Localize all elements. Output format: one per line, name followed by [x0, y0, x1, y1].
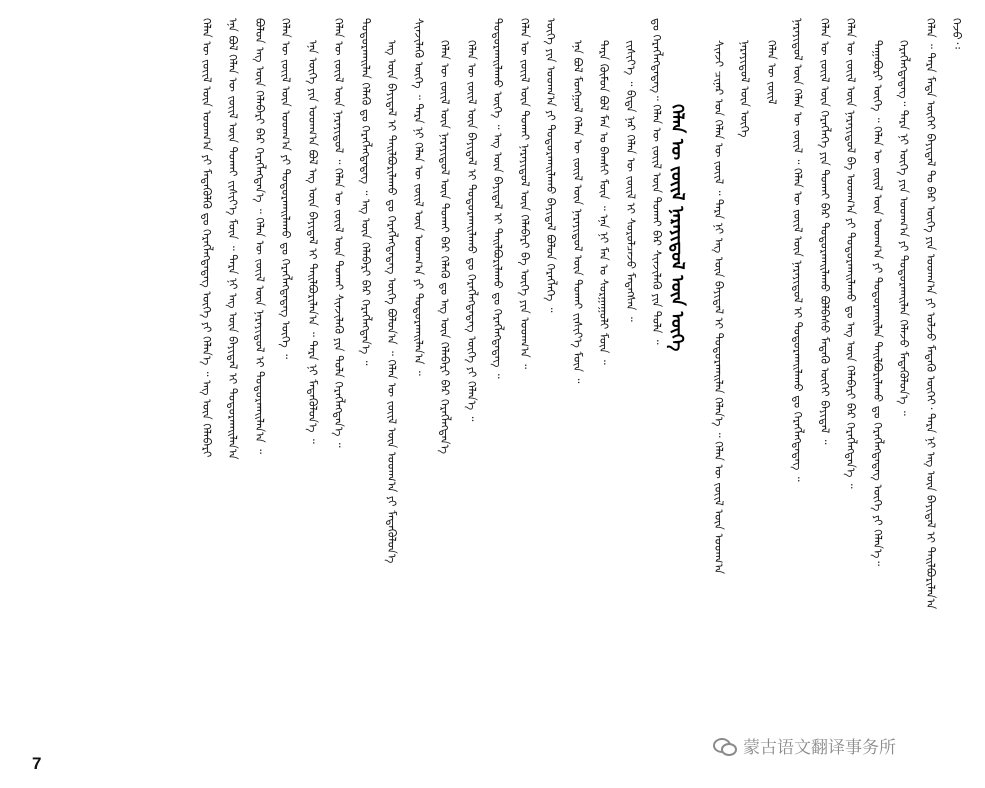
watermark-text: 蒙古语文翻译事务所 — [743, 738, 896, 758]
text-column: ᠬᠡᠯᠡᠨ ᠦ ᠵᠦᠢᠯ ᠦᠨ ᠬᠡᠷᠡᠭᠯᠡᠭᠡ ᠶᠢᠨ ᠲᠣᠬᠠᠢ ᠪᠠᠷ ᠲᠣᠳᠣᠷᠬᠠᠢᠯᠠᠬᠤ ᠪᠣᠯᠪᠠᠰᠤ ᠮᠡᠳᠡᠬᠦ ᠦᠭᠡᠢ ᠪᠠᠶᠢᠳᠠᠯ ᠃ — [818, 18, 832, 445]
text-column: ᠦᠭᠡ ᠶᠢᠨ ᠤᠳᠬ᠎ᠠ ᠶᠢ ᠲᠣᠳᠣᠷᠬᠠᠢᠯᠠᠬᠤ ᠪᠠᠶᠢᠳᠠᠯ ᠪᠣᠯᠤᠨ ᠬᠡᠷᠡᠭᠯᠡᠭᠡ ᠃ — [544, 18, 558, 313]
text-column: ᠬᠡᠯᠡᠨ ᠃ ᠲᠡᠷᠡ ᠮᠡᠳᠡ ᠦᠭᠡᠢ ᠪᠠᠶᠢᠳᠠᠯ ᠲᠤ ᠪᠠᠷ ᠦᠭᠡ ᠶᠢᠨ ᠤᠳᠬ᠎ᠠ ᠶᠢ ᠣᠯᠵᠤ ᠮᠡᠳᠡᠬᠦ ᠦᠭᠡᠢ᠂ ᠲᠡᠷᠡ ᠨᠢ ᠡᠩ ᠦᠨ ᠪᠠᠶᠢᠳᠠᠯ ᠢ ᠲᠠᠢᠯᠪᠤᠷᠢᠯᠠᠨ᠎ᠠ — [924, 18, 938, 610]
text-column: ᠬᠡᠯᠡᠨ ᠦ ᠵᠦᠢᠯ — [765, 40, 779, 105]
text-column: ᠲᠡᠷᠡ ᠬᠦᠮᠦᠨ ᠪᠣᠯ ᠮᠠᠨ ᠤ ᠪᠠᠭᠰᠢ ᠮᠥᠨ ᠃ ᠡᠨᠡ ᠨᠢ ᠮᠠᠨ ᠤ ᠰᠤᠷᠭᠠᠭᠤᠯᠢ ᠮᠥᠨ ᠃ — [597, 40, 611, 365]
text-column: ᠬᠡᠯᠡᠨ ᠦ ᠵᠦᠢᠯ ᠦᠨ ᠨᠡᠷᠡᠶᠢᠳᠦᠯ ᠃ ᠬᠡᠯᠡᠨ ᠦ ᠵᠦᠢᠯ ᠦᠨ ᠲᠣᠬᠠᠢ ᠰᠢᠨᠵᠢᠯᠡᠬᠦ ᠶᠢᠨ ᠲᠤᠯᠠ ᠬᠡᠷᠡᠭᠯᠡᠭᠳᠡᠨ᠎ᠡ ᠃ — [332, 18, 346, 448]
text-column: ᠭᠡᠵᠦ᠂᠄ — [950, 18, 964, 49]
text-column: ᠪᠣᠯᠤᠨ ᠡᠩ ᠦᠨ ᠬᠡᠯᠡᠪᠡᠷᠢ ᠪᠠᠷ ᠬᠡᠷᠡᠭᠯᠡᠭᠳᠡᠨ᠎ᠡ ᠃ ᠬᠡᠯᠡᠨ ᠦ ᠵᠦᠢᠯ ᠦᠨ ᠨᠡᠷᠡᠶᠢᠳᠦᠯ ᠢ ᠲᠣᠳᠣᠷᠬᠠᠢᠯᠠᠨ᠎ᠠ ᠃ — [253, 18, 267, 454]
text-column: ᠳᠠᠭᠠᠪᠤᠷᠢ ᠦᠭᠡ ᠃ ᠬᠡᠯᠡᠨ ᠦ ᠵᠦᠢᠯ ᠦᠨ ᠤᠳᠬ᠎ᠠ ᠶᠢ ᠲᠣᠳᠣᠷᠬᠠᠢᠯᠠᠨ ᠲᠠᠢᠯᠪᠤᠷᠢᠯᠠᠬᠤ ᠳᠤ ᠬᠡᠷᠡᠭᠯᠡᠭᠳᠡᠳᠡᠭ ᠦᠭᠡ ᠶᠢ ᠬᠡᠯᠡᠨ᠎ᠡ᠃ — [871, 40, 885, 566]
text-column: ᠲᠣᠳᠣᠷᠬᠠᠢᠯᠠᠬᠤ ᠦᠭᠡ ᠃ ᠡᠩ ᠦᠨ ᠪᠠᠶᠢᠳᠠᠯ ᠢ ᠲᠠᠢᠯᠪᠤᠷᠢᠯᠠᠬᠤ ᠳᠤ ᠬᠡᠷᠡᠭᠯᠡᠭᠳᠡᠳᠡᠭ ᠃ — [491, 18, 505, 379]
text-column: ᠬᠡᠯᠡᠨ ᠦ ᠵᠦᠢᠯ ᠦᠨ ᠨᠡᠷᠡᠶᠢᠳᠦᠯ ᠦᠨ ᠲᠣᠬᠠᠢ ᠪᠠᠷ ᠬᠡᠯᠡᠬᠦ ᠳᠤ ᠡᠩ ᠦᠨ ᠬᠡᠯᠡᠪᠡᠷᠢ ᠪᠠᠷ ᠬᠡᠷᠡᠭᠯᠡᠭᠳᠡᠨ᠎ᠡ — [438, 40, 452, 455]
text-column: ᠬᠡᠯᠡᠨ ᠦ ᠵᠦᠢᠯ ᠦᠨ ᠤᠳᠬ᠎ᠠ ᠶᠢ ᠲᠣᠳᠣᠷᠬᠠᠢᠯᠠᠬᠤ ᠳᠤ ᠬᠡᠷᠡᠭᠯᠡᠭᠳᠡᠳᠡᠭ ᠦᠭᠡ ᠃ — [279, 18, 293, 359]
text-column: ᠰᠢᠨᠵᠢᠯᠡᠬᠦ ᠦᠭᠡ ᠃ ᠲᠡᠷᠡ ᠨᠢ ᠬᠡᠯᠡᠨ ᠦ ᠵᠦᠢᠯ ᠦᠨ ᠤᠳᠬ᠎ᠠ ᠶᠢ ᠲᠣᠳᠣᠷᠬᠠᠢᠯᠠᠨ᠎ᠠ ᠃ — [412, 18, 426, 376]
text-column: ᠬᠡᠯᠡᠨ ᠦ ᠵᠦᠢᠯ ᠦᠨ ᠤᠳᠬ᠎ᠠ ᠶᠢ ᠮᠡᠳᠡᠭᠦᠯᠬᠦ ᠳᠤ ᠬᠡᠷᠡᠭᠯᠡᠭᠳᠡᠳᠡᠭ ᠦᠭᠡ ᠶᠢ ᠬᠡᠯᠡᠨ᠎ᠡ ᠃ ᠡᠩ ᠦᠨ ᠬᠡᠯᠡᠪᠡᠷᠢ — [200, 18, 214, 458]
text-column: ᠰᠢᠨᠵᠢ ᠴᠢᠨᠠᠷ ᠤᠨ ᠬᠡᠯᠡᠨ ᠦ ᠵᠦᠢᠯ ᠃ ᠲᠡᠷᠡ ᠨᠢ ᠡᠩ ᠦᠨ ᠪᠠᠶᠢᠳᠠᠯ ᠢ ᠲᠣᠳᠣᠷᠬᠠᠢᠯᠠᠨ ᠬᠡᠯᠡᠨ᠎ᠡ ᠃ ᠬᠡᠯᠡᠨ ᠦ ᠵᠦᠢᠯ ᠦᠨ ᠤᠳᠬ᠎ᠠ — [712, 40, 726, 575]
text-column: ᠡᠨᠡ ᠦᠭᠡ ᠶᠢᠨ ᠤᠳᠬ᠎ᠠ ᠪᠣᠯ ᠡᠩ ᠦᠨ ᠪᠠᠶᠢᠳᠠᠯ ᠢ ᠲᠠᠢᠯᠪᠤᠷᠢᠯᠠᠨ᠎ᠠ ᠃ ᠲᠡᠷᠡ ᠨᠢ ᠮᠡᠳᠡᠭᠦᠯᠦᠨ᠎ᠡ ᠃ — [306, 40, 320, 444]
text-column: ᠬᠡᠯᠡᠨ ᠦ ᠵᠦᠢᠯ ᠦᠨ ᠪᠠᠶᠢᠳᠠᠯ ᠢ ᠲᠣᠳᠣᠷᠬᠠᠢᠯᠠᠬᠤ ᠳᠤ ᠬᠡᠷᠡᠭᠯᠡᠭᠳᠡᠳᠡᠭ ᠦᠭᠡ ᠶᠢ ᠬᠡᠯᠡᠨ᠎ᠡ ᠃ — [465, 40, 479, 422]
text-column: ᠡᠨᠡ ᠪᠣᠯ ᠮᠣᠩᠭᠣᠯ ᠬᠡᠯᠡᠨ ᠦ ᠵᠦᠢᠯ ᠦᠨ ᠨᠡᠷᠡᠶᠢᠳᠦᠯ ᠦᠨ ᠲᠣᠬᠠᠢ ᠵᠢᠱᠢᠶ᠎ᠡ ᠮᠥᠨ ᠃ — [571, 40, 585, 384]
text-column: ᠬᠡᠯᠡᠨ ᠦ ᠵᠦᠢᠯ ᠦᠨ ᠲᠣᠬᠠᠢ ᠨᠡᠷᠡᠶᠢᠳᠦᠯ ᠦᠨ ᠬᠡᠯᠡᠪᠡᠷᠢ ᠪᠠ ᠦᠭᠡ ᠶᠢᠨ ᠤᠳᠬ᠎ᠠ ᠃ — [518, 18, 532, 369]
section-title: ᠬᠡᠯᠡᠨ ᠦ ᠵᠦᠢᠯ ᠨᠡᠷᠡᠶᠢᠳᠦᠯ ᠦᠨ ᠦᠭᠡ — [667, 104, 687, 352]
watermark — [713, 733, 896, 758]
text-column: ᠨᠡᠷᠡᠶᠢᠳᠦᠯ ᠦᠨ ᠦᠭᠡ — [738, 40, 752, 138]
text-column: ᠵᠢᠱᠢᠶ᠎ᠡ ᠃ ᠪᠢᠳᠡ ᠨᠠᠷ ᠬᠡᠯᠡᠨ ᠦ ᠵᠦᠢᠯ ᠢ ᠰᠤᠷᠤᠯᠴᠠᠵᠤ ᠮᠡᠳᠡᠭᠰᠡᠨ ᠃ — [624, 40, 638, 322]
wechat-icon — [713, 737, 737, 755]
text-column: ᠲᠣᠳᠣᠷᠬᠠᠢᠯᠠᠨ ᠬᠡᠯᠡᠬᠦ ᠳᠤ ᠬᠡᠷᠡᠭᠯᠡᠭᠳᠡᠳᠡᠭ ᠃ ᠡᠩ ᠦᠨ ᠬᠡᠯᠡᠪᠡᠷᠢ ᠪᠠᠷ ᠬᠡᠷᠡᠭᠯᠡᠭᠳᠡᠨ᠎ᠡ ᠃ — [359, 18, 373, 366]
text-column: ᠬᠡᠯᠡᠨ ᠦ ᠵᠦᠢᠯ ᠦᠨ ᠨᠡᠷᠡᠶᠢᠳᠦᠯ ᠪᠠ ᠤᠳᠬ᠎ᠠ ᠶᠢ ᠲᠣᠳᠣᠷᠬᠠᠢᠯᠠᠬᠤ ᠳᠤ ᠡᠩ ᠦᠨ ᠬᠡᠯᠡᠪᠡᠷᠢ ᠪᠠᠷ ᠬᠡᠷᠡᠭᠯᠡᠭᠳᠡᠨ᠎ᠡ ᠃ — [844, 18, 858, 489]
text-column: ᠨᠡᠷᠡᠶᠢᠳᠦᠯ ᠦᠨ ᠬᠡᠯᠡᠨ ᠦ ᠵᠦᠢᠯ ᠃ ᠬᠡᠯᠡᠨ ᠦ ᠵᠦᠢᠯ ᠦᠨ ᠨᠡᠷᠡᠶᠢᠳᠦᠯ ᠢ ᠲᠣᠳᠣᠷᠬᠠᠢᠯᠠᠬᠤ ᠳᠤ ᠬᠡᠷᠡᠭᠯᠡᠭᠳᠡᠳᠡᠭ ᠃ — [791, 18, 805, 482]
page-number: 7 — [32, 754, 42, 773]
text-column: ᠳᠤ ᠬᠡᠷᠡᠭᠯᠡᠭᠳᠡᠳᠡᠭ᠃ ᠬᠡᠯᠡᠨ ᠦ ᠵᠦᠢᠯ ᠦᠨ ᠲᠣᠬᠠᠢ ᠪᠠᠷ ᠰᠢᠨᠵᠢᠯᠡᠬᠦ ᠶᠢᠨ ᠲᠤᠯᠠ ᠃ — [650, 18, 664, 345]
text-column: ᠬᠡᠷᠡᠭᠯᠡᠭᠳᠡᠳᠡᠭ᠃ ᠲᠡᠷᠡ ᠨᠢ ᠦᠭᠡ ᠶᠢᠨ ᠤᠳᠬ᠎ᠠ ᠶᠢ ᠲᠣᠳᠣᠷᠬᠠᠢᠯᠠᠨ ᠬᠡᠯᠡᠵᠦ ᠮᠡᠳᠡᠭᠦᠯᠦᠨ᠎ᠡ ᠃ — [897, 40, 911, 416]
text-column: ᠡᠩ ᠦᠨ ᠪᠠᠶᠢᠳᠠᠯ ᠢ ᠲᠠᠢᠯᠪᠤᠷᠢᠯᠠᠬᠤ ᠳᠤ ᠬᠡᠷᠡᠭᠯᠡᠭᠳᠡᠳᠡᠭ ᠦᠭᠡ ᠪᠣᠯᠤᠨ᠎ᠠ ᠃ ᠬᠡᠯᠡᠨ ᠦ ᠵᠦᠢᠯ ᠦᠨ ᠤᠳᠬ᠎ᠠ ᠶᠢ ᠮᠡᠳᠡᠭᠦᠯᠦᠨ᠎ᠡ — [385, 40, 399, 564]
text-column: ᠡᠨᠡ ᠪᠣᠯ ᠬᠡᠯᠡᠨ ᠦ ᠵᠦᠢᠯ ᠦᠨ ᠲᠣᠬᠠᠢ ᠵᠢᠱᠢᠶ᠎ᠡ ᠮᠥᠨ ᠃ ᠲᠡᠷᠡ ᠨᠢ ᠡᠩ ᠦᠨ ᠪᠠᠶᠢᠳᠠᠯ ᠢ ᠲᠣᠳᠣᠷᠬᠠᠢᠯᠠᠨ᠎ᠠ — [226, 18, 240, 460]
